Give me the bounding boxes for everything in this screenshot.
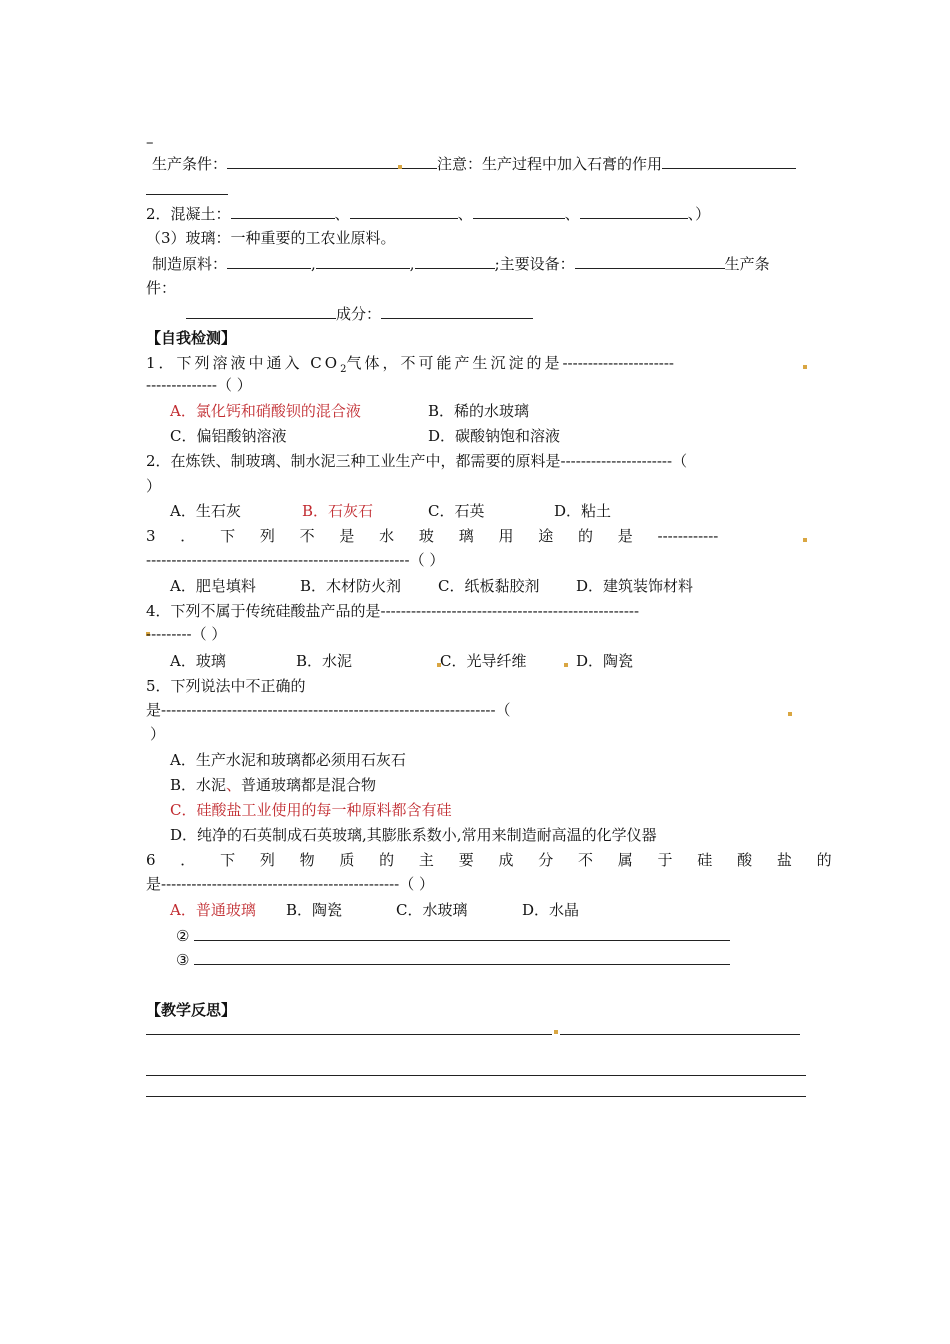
co2-subscript: 2 bbox=[340, 364, 347, 375]
q6-stem-2: 是 bbox=[146, 875, 162, 893]
q4-option-b[interactable]: B．水泥 bbox=[296, 652, 353, 670]
q1-dashes-2: -------------- bbox=[146, 376, 217, 394]
concrete-label: 2．混凝土： bbox=[146, 205, 231, 223]
q2-option-b-text: B．石灰石 bbox=[302, 502, 374, 520]
glass-composition-line bbox=[186, 303, 533, 324]
q4-dashes: --------------------------------------------------- bbox=[380, 602, 640, 620]
q1-option-b[interactable]: B．稀的水玻璃 bbox=[428, 402, 530, 420]
q4-dashes-2: --------- bbox=[146, 625, 192, 643]
separator: 、 bbox=[457, 205, 473, 223]
glass-materials-line bbox=[152, 253, 770, 274]
q5-option-a[interactable]: A．生产水泥和玻璃都必须用石灰石 bbox=[170, 751, 406, 769]
reflection-line-1b[interactable] bbox=[560, 1034, 800, 1035]
q3-dashes: ------------ bbox=[657, 527, 719, 545]
glass-material-blank-1[interactable] bbox=[227, 253, 311, 269]
q5-option-b-part1: B．水泥 bbox=[170, 776, 227, 794]
concrete-blank-2[interactable] bbox=[350, 203, 458, 219]
q1-dashes: ---------------------- bbox=[562, 354, 674, 372]
q5-option-c[interactable] bbox=[170, 800, 451, 820]
q5-stem-2: 是 bbox=[146, 701, 162, 719]
separator: 、 bbox=[334, 205, 350, 223]
gypsum-role-blank[interactable] bbox=[662, 153, 796, 169]
separator: 、 bbox=[564, 205, 580, 223]
q2-dashes: ---------------------- bbox=[560, 452, 673, 470]
q2-paren-close[interactable]: ） bbox=[146, 477, 162, 495]
circled-2: ② bbox=[176, 927, 190, 945]
glass-equipment-label: ;主要设备： bbox=[494, 255, 575, 273]
q6-dashes: ----------------------------------------------- bbox=[161, 875, 400, 893]
q3-option-d[interactable]: D．建筑装饰材料 bbox=[576, 577, 694, 595]
question-3-cont bbox=[146, 550, 444, 570]
q4-option-a[interactable]: A．玻璃 bbox=[170, 652, 226, 670]
comma: , bbox=[409, 255, 415, 273]
production-conditions-line bbox=[152, 153, 796, 174]
answer-line-2[interactable] bbox=[194, 940, 730, 941]
yellow-marker bbox=[803, 365, 807, 369]
q2-paren-open[interactable]: （ bbox=[672, 452, 688, 470]
production-conditions-label: 生产条件： bbox=[152, 155, 228, 173]
q1-stem-a: 1．下列溶液中通入 CO bbox=[146, 354, 341, 372]
q1-option-a-text: A．氯化钙和硝酸钡的混合液 bbox=[170, 402, 361, 420]
glass-heading: （3）玻璃：一种重要的工农业原料。 bbox=[146, 229, 396, 247]
q3-stem: 3 ． 下 列 不 是 水 玻 璃 用 途 的 是 bbox=[146, 527, 633, 545]
q1-stem-b: 气体，不可能产生沉淀的是 bbox=[346, 354, 563, 372]
question-2-stem bbox=[146, 451, 687, 471]
answer-line-3[interactable] bbox=[194, 964, 730, 965]
q5-dashes: ------------------------------------------------------------------ bbox=[161, 701, 496, 719]
yellow-marker bbox=[398, 165, 402, 169]
q5-option-c-text: C．硅酸盐工业使用的每一种原料都含有硅 bbox=[170, 801, 452, 819]
glass-conditions-blank[interactable] bbox=[186, 303, 336, 319]
question-1-cont bbox=[146, 375, 252, 395]
separator: 、 bbox=[226, 776, 242, 794]
q4-option-c[interactable]: C．光导纤维 bbox=[440, 652, 527, 670]
glass-equipment-blank[interactable] bbox=[575, 253, 725, 269]
glass-conditions-label: 生产条 bbox=[724, 255, 770, 273]
q3-dashes-2: ---------------------------------------------------- bbox=[146, 551, 410, 569]
question-5-stem: 5．下列说法中不正确的 bbox=[146, 677, 306, 695]
q6-option-a[interactable] bbox=[170, 900, 256, 920]
question-6-cont bbox=[146, 874, 434, 894]
question-6-stem: 6 ． 下 列 物 质 的 主 要 成 分 不 属 于 硅 酸 盐 的 bbox=[146, 851, 832, 869]
yellow-marker bbox=[788, 712, 792, 716]
concrete-line bbox=[146, 203, 710, 224]
question-5-cont bbox=[146, 700, 511, 720]
glass-materials-label: 制造原料： bbox=[152, 255, 228, 273]
reflection-line-2[interactable] bbox=[146, 1075, 806, 1076]
q5-option-d[interactable]: D．纯净的石英制成石英玻璃,其膨胀系数小,常用来制造耐高温的化学仪器 bbox=[170, 826, 657, 844]
top-mark: – bbox=[146, 133, 154, 151]
q3-option-b[interactable]: B．木材防火剂 bbox=[300, 577, 402, 595]
q2-option-b[interactable] bbox=[302, 501, 373, 521]
yellow-marker bbox=[554, 1030, 558, 1034]
circled-3: ③ bbox=[176, 951, 190, 969]
glass-material-blank-3[interactable] bbox=[415, 253, 495, 269]
q6-option-b[interactable]: B．陶瓷 bbox=[286, 901, 343, 919]
comma: , bbox=[311, 255, 316, 273]
production-note: 注意：生产过程中加入石膏的作用 bbox=[437, 155, 663, 173]
question-4-stem bbox=[146, 601, 639, 621]
yellow-marker bbox=[564, 663, 568, 667]
q4-stem: 4．下列不属于传统硅酸盐产品的是 bbox=[146, 602, 381, 620]
q3-option-a[interactable]: A．肥皂填料 bbox=[170, 577, 256, 595]
q1-option-d[interactable]: D．碳酸钠饱和溶液 bbox=[428, 427, 561, 445]
glass-material-blank-2[interactable] bbox=[316, 253, 410, 269]
q4-answer-paren[interactable]: （ ） bbox=[191, 625, 227, 643]
reflection-line-3[interactable] bbox=[146, 1096, 806, 1097]
glass-composition-label: 成分： bbox=[336, 305, 382, 323]
q2-option-d[interactable]: D．粘土 bbox=[554, 502, 612, 520]
yellow-marker bbox=[803, 538, 807, 542]
concrete-blank-4[interactable] bbox=[580, 203, 688, 219]
q2-option-a[interactable]: A．生石灰 bbox=[170, 502, 241, 520]
reflection-heading: 【教学反思】 bbox=[146, 1001, 237, 1019]
reflection-line-1a[interactable] bbox=[146, 1034, 552, 1035]
glass-conditions-label-2: 件： bbox=[146, 279, 177, 297]
q3-option-c[interactable]: C．纸板黏胶剂 bbox=[438, 577, 540, 595]
q1-option-a[interactable] bbox=[170, 401, 361, 421]
concrete-blank-3[interactable] bbox=[473, 203, 565, 219]
question-3-stem bbox=[146, 526, 718, 546]
gypsum-role-blank-continued[interactable] bbox=[146, 194, 228, 195]
q1-option-c[interactable]: C．偏铝酸钠溶液 bbox=[170, 427, 287, 445]
q1-answer-paren[interactable]: （ ） bbox=[216, 376, 252, 394]
self-check-heading: 【自我检测】 bbox=[146, 329, 237, 347]
question-4-cont bbox=[146, 624, 226, 644]
q6-answer-paren[interactable]: （ ） bbox=[399, 875, 435, 893]
q5-paren-open[interactable]: （ bbox=[495, 701, 511, 719]
q3-answer-paren[interactable]: （ ） bbox=[409, 551, 445, 569]
q2-option-c[interactable]: C．石英 bbox=[428, 502, 485, 520]
concrete-blank-1[interactable] bbox=[231, 203, 335, 219]
q2-stem: 2．在炼铁、制玻璃、制水泥三种工业生产中，都需要的原料是 bbox=[146, 452, 561, 470]
q5-option-b[interactable] bbox=[170, 775, 376, 795]
q5-option-b-part2: 普通玻璃都是混合物 bbox=[241, 776, 377, 794]
q5-paren-close[interactable]: ） bbox=[150, 725, 166, 743]
glass-composition-blank[interactable] bbox=[381, 303, 533, 319]
production-conditions-blank[interactable] bbox=[227, 153, 437, 169]
q4-option-d[interactable]: D．陶瓷 bbox=[576, 652, 634, 670]
q6-option-d[interactable]: D．水晶 bbox=[522, 901, 580, 919]
q6-option-c[interactable]: C．水玻璃 bbox=[396, 901, 468, 919]
q6-option-a-text: A．普通玻璃 bbox=[170, 901, 256, 919]
concrete-end: 、） bbox=[687, 205, 711, 223]
